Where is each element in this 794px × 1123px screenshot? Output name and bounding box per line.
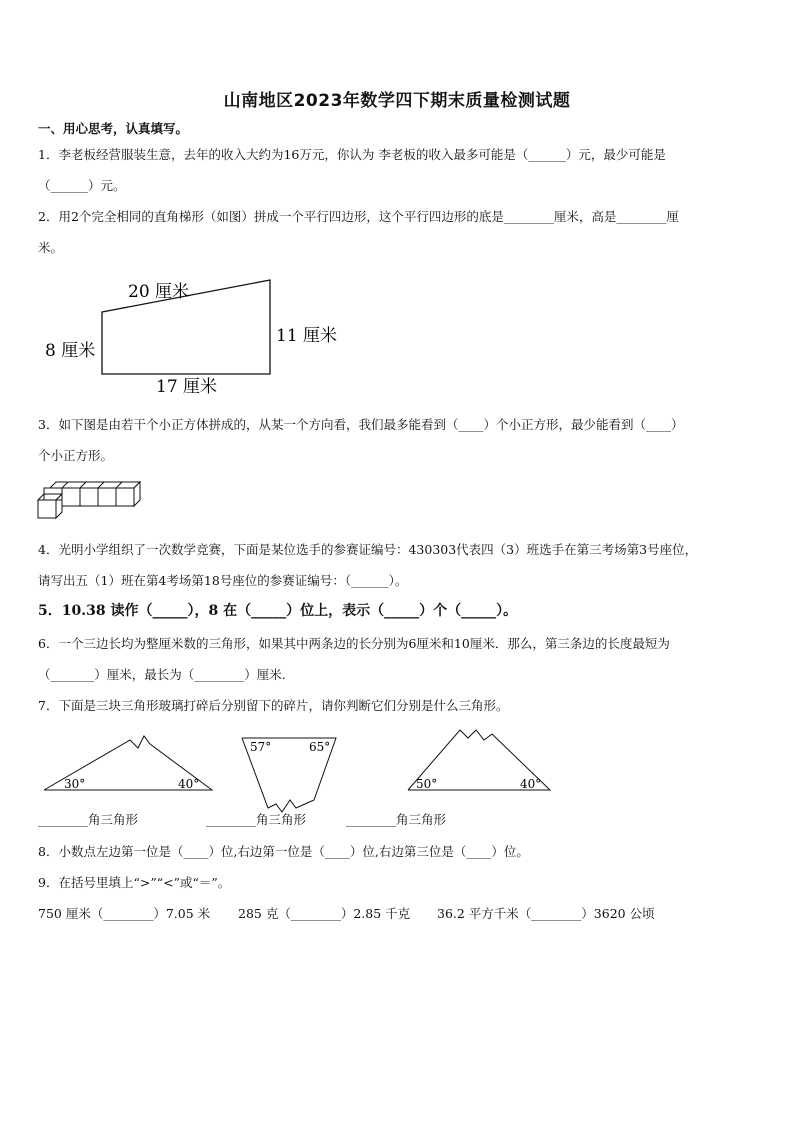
- question-9-line-1: 9．在括号里填上“>”“<”或“＝”。: [38, 875, 231, 890]
- glass-shard-3: [408, 730, 550, 791]
- trapezoid-figure: [45, 280, 337, 397]
- cube-row-1: [62, 488, 80, 506]
- question-1-line-2: （______）元。: [38, 178, 126, 193]
- cube-front: [38, 500, 56, 518]
- question-9-item-3: 36.2 平方千米（________）3620 公顷: [437, 906, 655, 921]
- question-7-line-1: 7．下面是三块三角形玻璃打碎后分别留下的碎片，请你判断它们分别是什么三角形。: [38, 698, 509, 713]
- trapezoid-left-label: 8 厘米: [45, 341, 96, 361]
- shard-2-right-angle: 65°: [309, 740, 331, 754]
- question-9-item-1: 750 厘米（________）7.05 米: [38, 906, 211, 921]
- shard-1-answer: ________角三角形: [38, 812, 139, 827]
- question-4-line-2: 请写出五（1）班在第4考场第18号座位的参赛证编号：（______）。: [38, 573, 408, 588]
- question-1-line-1: 1．李老板经营服装生意，去年的收入大约为16万元，你认为 李老板的收入最多可能是（______）元，最少可能是: [38, 147, 666, 162]
- trapezoid-right-label: 11 厘米: [276, 326, 338, 346]
- cube-row-4: [116, 488, 134, 506]
- page-title: 山南地区2023年数学四下期末质量检测试题: [223, 91, 571, 111]
- question-2-line-2: 米。: [38, 240, 64, 255]
- shard-1-left-angle: 30°: [64, 777, 86, 791]
- trapezoid-bottom-label: 17 厘米: [156, 377, 218, 397]
- question-2-line-1: 2．用2个完全相同的直角梯形（如图）拼成一个平行四边形，这个平行四边形的底是________厘米，高是________厘: [38, 209, 679, 224]
- question-9-item-2: 285 克（________）2.85 千克: [238, 906, 411, 921]
- cube-row-2: [80, 488, 98, 506]
- question-6-line-1: 6．一个三边长均为整厘米数的三角形，如果其中两条边的长分别为6厘米和10厘米．那么，第三条边的长度最短为: [38, 636, 670, 651]
- glass-shard-1: [44, 736, 212, 791]
- cubes-figure: [38, 482, 140, 518]
- shard-3-right-angle: 40°: [520, 777, 542, 791]
- question-4-line-1: 4．光明小学组织了一次数学竞赛，下面是某位选手的参赛证编号：430303代表四（3）班选手在第三考场第3号座位，: [38, 542, 698, 557]
- question-3-line-1: 3．如下图是由若干个小正方体拼成的，从某一个方向看，我们最多能看到（____）个小正方形，最少能看到（____）: [38, 417, 684, 432]
- glass-shard-2: [242, 738, 336, 812]
- cube-row-3: [98, 488, 116, 506]
- trapezoid-top-label: 20 厘米: [128, 282, 190, 302]
- shard-3-answer: ________角三角形: [346, 812, 447, 827]
- question-5: 5．10.38 读作（_____），8 在（_____）位上，表示（_____）个（_____）。: [38, 603, 518, 619]
- shard-1-right-angle: 40°: [178, 777, 200, 791]
- shard-2-left-angle: 57°: [250, 740, 272, 754]
- section-heading: 一、用心思考，认真填写。: [38, 121, 189, 136]
- question-6-line-2: （_______）厘米，最长为（________）厘米.: [38, 667, 286, 682]
- shard-2-answer: ________角三角形: [206, 812, 307, 827]
- question-3-line-2: 个小正方形。: [38, 448, 114, 463]
- question-8: 8．小数点左边第一位是（____）位,右边第一位是（____）位,右边第三位是（____）位。: [38, 844, 529, 859]
- shard-3-left-angle: 50°: [416, 777, 438, 791]
